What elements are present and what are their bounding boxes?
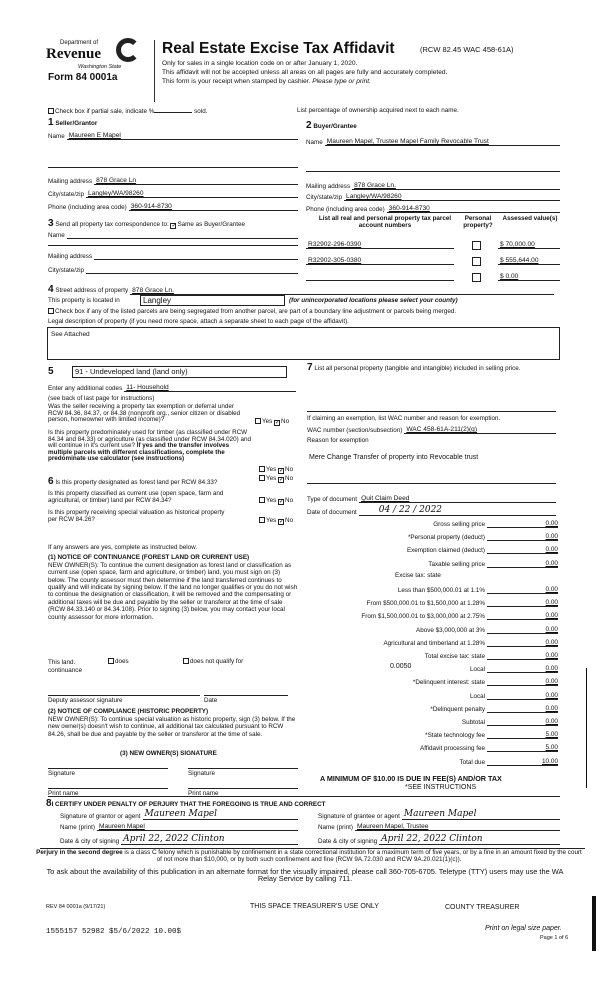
grantee-name-field[interactable]: [318, 821, 560, 831]
no-label: No: [285, 475, 294, 482]
fee-value[interactable]: 5.00: [487, 744, 558, 752]
wac-field[interactable]: [307, 424, 556, 434]
fee-value[interactable]: 0.00: [487, 533, 558, 541]
section-number: 1: [48, 117, 54, 128]
parcel-number: R32902-305-0380: [308, 257, 362, 264]
same-as-buyer-checkbox[interactable]: ✓: [171, 223, 177, 229]
reason-line: [307, 483, 556, 484]
dept-label: Department of: [60, 40, 99, 46]
seller-phone: 360-914-8730: [130, 203, 172, 210]
revision-label: REV 84 0001a (9/17/21): [46, 904, 106, 910]
corr-city-field[interactable]: [48, 264, 298, 274]
grantor-signature: Maureen Mapel: [144, 809, 218, 819]
signature-label: Signature: [188, 770, 215, 777]
historical-answer: [259, 517, 293, 525]
fee-value[interactable]: 0.00: [487, 639, 558, 647]
this-land-label: This land.: [48, 659, 76, 666]
buyer-mail-field[interactable]: [306, 180, 560, 190]
certify-text: I CERTIFY UNDER PENALTY OF PERJURY THAT THE FOREGOING IS TRUE AND CORRECT: [51, 801, 326, 808]
grantee-date-field[interactable]: [318, 833, 560, 845]
partial-sale-checkbox[interactable]: [48, 108, 54, 114]
corr-name-field[interactable]: [48, 229, 298, 239]
fee-row: [300, 609, 558, 620]
does-not-label: does not qualify for: [190, 658, 244, 665]
buyer-city: Langley/WA/98260: [346, 193, 402, 200]
yes-checkbox[interactable]: [259, 517, 265, 523]
grantor-signature-field[interactable]: [60, 808, 298, 820]
notice-compliance-text: NEW OWNER(S): To continue special valuation as historic property, sign (3) below. If the new owner(s) doesn't wish to continue, all additional tax calculated pursuant to RCW 84.26, shall be due and payable by the seller or transferor at the time of sale.: [48, 716, 296, 738]
revenue-logo-text: Revenue: [46, 46, 101, 62]
does-label: does: [115, 658, 129, 665]
parcel-number-field[interactable]: [306, 255, 454, 265]
deputy-date-line[interactable]: [204, 695, 288, 696]
buyer-name: Maureen Mapel, Trustee Mapel Family Revocable Trust: [326, 138, 489, 145]
grantor-name: Maureen Mapel: [99, 823, 145, 830]
does-not-checkbox[interactable]: [183, 658, 189, 664]
additional-codes: 11- Household: [126, 384, 169, 391]
grantee-signature: Maureen Mapel: [403, 809, 477, 819]
fee-row: [300, 715, 558, 726]
local-rate: 0.0050: [390, 663, 412, 671]
street-address: 878 Grace Ln.: [132, 287, 174, 294]
label: Date & city of signing: [318, 838, 378, 845]
fee-row: [300, 755, 558, 766]
continuance-label: continuance: [48, 667, 82, 674]
fee-section-label: Excise tax: state: [395, 571, 441, 579]
fee-label: *Delinquent interest: state: [412, 679, 485, 687]
additional-codes-field[interactable]: [48, 382, 296, 392]
no-checkbox[interactable]: ✓: [279, 477, 285, 483]
notice-continuance-text: NEW OWNER(S): To continue the current designation as forest land or classification as current use (open space, farm and agriculture, or timber) land, you must sign on (3) below. The county assessor must then determine if the land transferred continues to qualify and will indicate by signing below. If the land no longer qualifies or you do not wish to continue the designation or classification, it will be removed and the compensating or additional taxes will be due and payable by the seller or transferor at the time of sale (RCW 84.33.140 or 84.34.108). Prior to signing (3) below, you may contact your local county assessor for more information.: [48, 562, 298, 621]
label: City/state/zip: [306, 194, 343, 201]
correspondence-heading: [48, 218, 245, 230]
label: Name (print): [60, 824, 95, 831]
fee-value[interactable]: 10.00: [487, 758, 558, 766]
personal-property-input[interactable]: [307, 411, 556, 412]
label: Send all property tax correspondence to:: [55, 221, 169, 228]
section-number: 7: [307, 362, 313, 373]
label: City/state/zip: [48, 191, 85, 198]
treasurer-use-label: THIS SPACE TREASURER'S USE ONLY: [250, 903, 379, 910]
assessed-value-field[interactable]: [496, 239, 560, 249]
parcel-number-field[interactable]: [306, 239, 454, 249]
section-number: 5: [48, 366, 54, 377]
assessed-value: $ 70,000.00: [500, 241, 535, 248]
personal-property-checkbox[interactable]: [472, 273, 481, 282]
assessed-value: $ 555,644.00: [500, 257, 539, 264]
dor-logo-icon: [116, 38, 140, 62]
no-checkbox[interactable]: ✓: [279, 519, 285, 525]
label: Mailing address: [306, 183, 351, 190]
fee-row: [300, 636, 558, 647]
fee-row: [300, 689, 558, 700]
corr-name-line-2: [48, 245, 298, 246]
current-use-answer: [259, 497, 293, 505]
personal-property-checkbox[interactable]: [472, 241, 481, 250]
forest-question: [48, 476, 217, 488]
current-use-question: Is this property classified as current use (open space, farm and agricultural, or timber) land per RCW 84.34?: [48, 490, 224, 505]
owner-print-line-2[interactable]: [188, 788, 298, 789]
parcel-col-header: List all real and personal property tax parcel account numbers: [318, 215, 452, 230]
fee-row: [300, 583, 558, 594]
buyer-mail: 878 Grace Ln.: [354, 182, 396, 189]
label: Enter any additional codes: [48, 385, 123, 392]
legal-paper-note: Print on legal size paper.: [485, 925, 562, 932]
doc-type-field[interactable]: [307, 493, 556, 503]
minimum-notice: A MINIMUM OF $10.00 IS DUE IN FEE(S) AND/OR TAX: [320, 774, 502, 783]
no-label: No: [285, 497, 294, 504]
exemption-question: Was the seller receiving a property tax exemption or deferral under RCW 84.36, 84.37, or 84.38 (nonprofit org., senior citizen or disabled person, homeowner with limited income)?: [48, 403, 241, 424]
no-label: No: [285, 517, 294, 524]
does-option: [108, 658, 129, 665]
q1-answer: [255, 418, 289, 426]
grantee-signature-field[interactable]: [318, 808, 560, 820]
parcel-number-field[interactable]: [306, 271, 454, 281]
accessibility-notice: To ask about the availability of this publication in an alternate format for the visually impaired, please call 360-705-6705. Teletype (TTY) users may use the WA Relay Service by calling 711.: [46, 867, 564, 884]
fee-row: [300, 741, 558, 752]
forest-answer: [259, 475, 293, 483]
section-number: 8: [46, 798, 52, 809]
fee-label: Local: [469, 692, 485, 700]
timber-question: [48, 430, 253, 463]
label: Name: [48, 232, 65, 239]
header-divider: [154, 40, 155, 102]
label: Street address of property: [55, 287, 129, 294]
located-label: This property is located in: [48, 297, 120, 304]
section-number: 3: [48, 218, 54, 229]
fee-value[interactable]: 0.00: [487, 520, 558, 528]
seller-heading-label: Seller/Grantor: [55, 120, 98, 127]
receipt-note: This form is your receipt when stamped by cashier.: [162, 78, 313, 85]
personal-property-checkbox[interactable]: [472, 257, 481, 266]
no-checkbox[interactable]: ✓: [275, 420, 281, 426]
seller-mail: 878 Grace Ln: [96, 177, 137, 184]
perjury-text: is a class C felony which is punishable by confinement in a state correctional institution for a maximum term of five years, or by a fine in an amount fixed by the court of not more than $10,000, or by both such confinement and fine (RCW 9A.72.030 and RCW 9A.20.021(1)(c)).: [122, 849, 582, 863]
section-number: 2: [306, 120, 312, 131]
exemption-note: If claiming an exemption, list WAC number and reason for exemption.: [307, 415, 501, 422]
fee-label: Local: [469, 666, 485, 674]
assessed-value: $ 0.00: [500, 273, 519, 280]
fee-label: From $500,000.01 to $1,500,000 at 1.28%: [366, 600, 485, 608]
fee-value[interactable]: 0.00: [487, 705, 558, 713]
fee-value[interactable]: 5.00: [487, 731, 558, 739]
partial-sale-label: Check box if partial sale, indicate %: [55, 108, 155, 115]
grantor-name-field[interactable]: [60, 821, 298, 831]
fee-value[interactable]: 0.00: [487, 612, 558, 620]
buyer-heading-label: Buyer/Grantee: [313, 123, 357, 130]
same-as-buyer-label: Same as Buyer/Grantee: [177, 221, 246, 228]
fee-value[interactable]: 0.00: [487, 678, 558, 686]
buyer-name-field[interactable]: [306, 136, 560, 146]
grantor-date-city: April 22, 2022 Clinton: [123, 834, 225, 844]
perjury-notice: [34, 850, 584, 864]
print-name-label: Print name: [48, 790, 79, 797]
fee-label: Less than $500,000.01 at 1.1%: [397, 587, 485, 594]
label: Phone (including area code): [48, 204, 127, 211]
buyer-phone: 360-914-8730: [388, 205, 430, 212]
seller-name-line-2: [48, 167, 298, 168]
yes-label: Yes: [266, 517, 277, 524]
label: Signature of grantee or agent: [318, 813, 400, 820]
doc-date: 04 / 22 / 2022: [378, 505, 443, 515]
see-back-note: (see back of last page for instructions): [48, 395, 155, 402]
label: WAC number (section/subsection): [307, 427, 403, 434]
land-use-code-select[interactable]: 91 - Undeveloped land (land only): [72, 366, 287, 378]
owner-print-line-1[interactable]: [48, 788, 168, 789]
section-number: 6: [48, 476, 54, 487]
buyer-phone-field[interactable]: [306, 203, 560, 213]
yes-checkbox[interactable]: [255, 418, 261, 424]
segregate-checkbox[interactable]: [48, 308, 54, 314]
buyer-name-line-2: [306, 171, 560, 172]
fee-value[interactable]: 0.00: [487, 546, 558, 554]
no-label: No: [281, 418, 290, 425]
fee-row: [300, 623, 558, 634]
wac-number: WAC 458-61A-211(2)(g): [406, 426, 478, 433]
fee-value[interactable]: 0.00: [487, 560, 558, 568]
seller-heading: [48, 117, 97, 129]
fee-row: [300, 530, 558, 541]
assessed-value-field[interactable]: [496, 271, 560, 281]
divider: [48, 796, 560, 797]
label: Name: [306, 139, 323, 146]
fee-value[interactable]: 0.00: [487, 665, 558, 673]
buyer-city-field[interactable]: [306, 191, 560, 201]
notice-continuance-title: (1) NOTICE OF CONTINUANCE (FOREST LAND OR CURRENT USE): [48, 554, 250, 561]
perjury-bold: Perjury in the second degree: [36, 849, 123, 856]
no-checkbox[interactable]: ✓: [279, 499, 285, 505]
fee-label: Taxable selling price: [428, 560, 485, 568]
corr-mail-field[interactable]: [48, 250, 298, 260]
fee-row: [300, 517, 558, 528]
historical-question: Is this property receiving special valuation as historical property per RCW 84.26?: [48, 509, 225, 524]
yes-label: Yes: [266, 497, 277, 504]
fee-row: [300, 662, 558, 673]
label: Signature of grantor or agent: [60, 813, 141, 820]
seller-city-field[interactable]: [48, 188, 298, 198]
owner-signature-line-1[interactable]: [48, 768, 168, 769]
fee-label: Total due: [459, 758, 485, 766]
signature-label: Signature: [48, 770, 75, 777]
street-address-field[interactable]: [48, 283, 554, 295]
doc-date-field[interactable]: [307, 506, 556, 516]
buyer-heading: [306, 120, 357, 132]
page-number: Page 1 of 6: [540, 935, 569, 941]
county-treasurer-label: COUNTY TREASURER: [445, 904, 520, 911]
q2-answer: [259, 466, 293, 474]
new-owner-signature-title: (3) NEW OWNER(S) SIGNATURE: [120, 750, 217, 757]
grantee-name: Maureen Mapel, Trustee: [357, 823, 429, 830]
label: Date of document: [307, 509, 357, 516]
label: Name: [48, 133, 65, 140]
segregate-row: [48, 308, 456, 315]
deputy-signature-line[interactable]: [48, 695, 200, 696]
label: Type of document: [307, 496, 358, 503]
notice-compliance-title: (2) NOTICE OF COMPLIANCE (HISTORIC PROPERTY): [48, 708, 209, 715]
does-checkbox[interactable]: [108, 658, 114, 664]
section-number: 4: [48, 284, 54, 295]
partial-percent-input[interactable]: [154, 112, 192, 113]
type-or-print-note: Please type or print.: [312, 78, 371, 85]
reason-label: Reason for exemption: [307, 437, 369, 444]
fee-label: *Delinquent penalty: [430, 705, 485, 713]
yes-checkbox[interactable]: [259, 475, 265, 481]
fee-value[interactable]: 0.00: [487, 652, 558, 660]
yes-label: Yes: [266, 475, 277, 482]
does-not-option: [183, 658, 243, 665]
no-checkbox[interactable]: ✓: [279, 468, 285, 474]
state-label: Washington State: [78, 64, 122, 70]
yes-label: Yes: [262, 418, 273, 425]
seller-phone-field[interactable]: [48, 201, 298, 211]
fee-label: Above $3,000,000 at 3%: [416, 626, 485, 634]
grantee-date-city: April 22, 2022 Clinton: [381, 834, 483, 844]
fee-label: From $1,500,000.01 to $3,000,000 at 2.75%: [361, 613, 485, 621]
location-select[interactable]: Langley: [140, 295, 285, 306]
fee-value[interactable]: 0.00: [487, 599, 558, 607]
exemption-reason[interactable]: Mere Change Transfer of property into Revocable trust: [309, 454, 479, 461]
scan-edge: [592, 896, 596, 951]
fee-label: Total excise tax: state: [424, 653, 485, 660]
fee-label: Subtotal: [461, 719, 485, 726]
label: List all personal property (tangible and intangible) included in selling price.: [314, 365, 521, 372]
ownership-note: List percentage of ownership acquired next to each name.: [297, 107, 459, 114]
page-title: Real Estate Excise Tax Affidavit: [162, 40, 395, 57]
fee-value[interactable]: 0.00: [487, 718, 558, 726]
fee-row: [300, 557, 558, 568]
fee-label: *Personal property (deduct): [407, 534, 485, 542]
label: Date & city of signing: [60, 838, 120, 845]
sold-label: sold.: [194, 108, 208, 115]
yes-label: Yes: [266, 466, 277, 473]
assessed-col-header: Assessed value(s): [502, 215, 558, 222]
header-line-1: Only for sales in a single location code on or after January 1, 2020.: [162, 60, 358, 67]
seller-city: Langley/WA/98260: [88, 190, 144, 197]
form-number: Form 84 0001a: [48, 72, 118, 83]
seller-name-field[interactable]: [48, 130, 298, 140]
label: Phone (including area code): [306, 206, 385, 213]
label: Mailing address: [48, 253, 93, 260]
seller-name: Maureen E Mapel: [68, 132, 121, 139]
legal-label: Legal description of property (if you need more space, attach a separate sheet to each page of the affidavit).: [48, 318, 349, 325]
fee-row: [300, 728, 558, 739]
owner-signature-line-2[interactable]: [188, 768, 298, 769]
personal-property-label: [307, 362, 557, 374]
no-label: No: [285, 466, 294, 473]
label: Name (print): [318, 824, 353, 831]
timber-question-bold: If yes and the transfer involves multiple parcels with different classifications, complete the predominate use calculator (see instructions): [48, 442, 230, 463]
grantor-date-field[interactable]: [60, 833, 298, 845]
fee-label: Gross selling price: [433, 521, 485, 528]
fee-label: Exemption claimed (deduct): [406, 547, 485, 555]
fee-label: Affidavit processing fee: [420, 745, 485, 753]
fee-row: [300, 649, 558, 660]
fee-value[interactable]: 0.00: [487, 626, 558, 634]
fee-row: [300, 702, 558, 713]
fee-row: [300, 596, 558, 607]
timber-question-text: Is this property predominately used for timber (as classified under RCW 84.34 and 84.33) or agriculture (as classified under RCW 84.34.020) and will continue in it's current use?: [48, 429, 252, 450]
header-line-2: This affidavit will not be accepted unless all areas on all pages are fully and accurately completed.: [162, 69, 448, 76]
label: City/state/zip: [48, 267, 85, 274]
legal-description-input[interactable]: See Attached: [47, 327, 560, 360]
partial-sale: [48, 108, 207, 115]
label: Mailing address: [48, 178, 93, 185]
print-name-label: Print name: [188, 790, 219, 797]
title-citation: (RCW 82.45 WAC 458-61A): [420, 45, 514, 54]
fee-label: Agricultural and timberland at 1.28%: [383, 639, 485, 647]
yes-checkbox[interactable]: [259, 466, 265, 472]
personal-col-header: Personal property?: [463, 215, 493, 230]
scan-edge: [586, 668, 587, 788]
fee-row: [300, 543, 558, 554]
see-instructions: *SEE INSTRUCTIONS: [405, 784, 477, 791]
fee-value[interactable]: 0.00: [487, 586, 558, 594]
if-yes-note: If any answers are yes, complete as instructed below.: [48, 544, 198, 551]
fee-label: *State technology fee: [425, 732, 485, 740]
fee-value[interactable]: 0.00: [487, 692, 558, 700]
cashier-stamp: 1555157 52982 $5/6/2022 10.00$: [46, 928, 182, 936]
header-line-3: [162, 78, 371, 86]
yes-checkbox[interactable]: [259, 497, 265, 503]
forest-question-text: Is this property designated as forest land per RCW 84.33?: [55, 479, 218, 486]
location-note: (for unincorporated locations please select your county): [289, 297, 458, 304]
segregate-label: Check box if any of the listed parcels are being segregated from another parcel, are part of a boundary line adjustment or parcels being merged.: [55, 308, 457, 315]
deputy-date-label: Date: [204, 697, 218, 704]
fee-row: [300, 675, 558, 686]
deputy-signature-label: Deputy assessor signature: [48, 697, 123, 704]
assessed-value-field[interactable]: [496, 255, 560, 265]
seller-mail-field[interactable]: [48, 175, 298, 185]
parcel-number: R32902-296-0390: [308, 241, 362, 248]
doc-type: Quit Claim Deed: [361, 495, 410, 502]
